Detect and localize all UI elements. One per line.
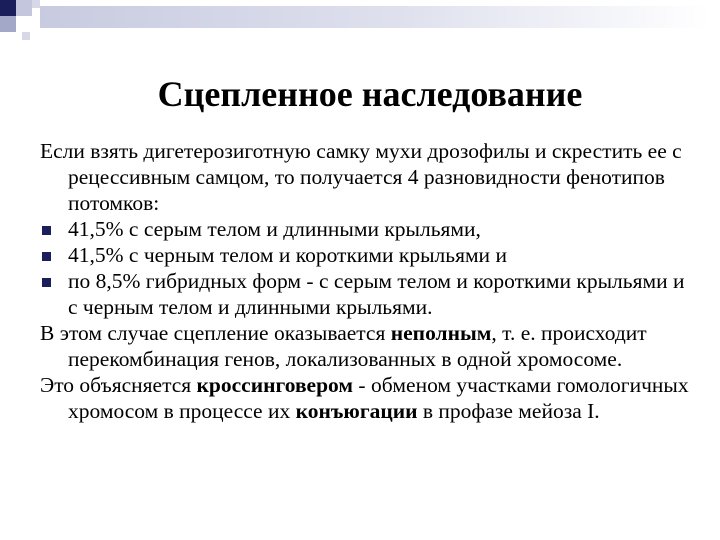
emphasis-term: неполным bbox=[390, 321, 492, 345]
square-bullet-icon bbox=[42, 226, 51, 235]
header-gradient-bar bbox=[40, 6, 710, 28]
paragraph-text: В этом случае сцепление оказывается bbox=[40, 321, 391, 345]
intro-paragraph: Если взять дигетерозиготную самку мухи дрозофилы и скрестить ее с рецессивным самцом, то получается 4 разновидности фенотипов потомков: bbox=[40, 139, 682, 215]
bullet-item bbox=[40, 242, 690, 268]
paragraph-text: - обменом участками гомологичных хромосом в процессе их bbox=[68, 373, 689, 423]
paragraph-text: в профазе мейоза I. bbox=[417, 399, 600, 423]
emphasis-term: кроссинговером bbox=[196, 373, 354, 397]
crossing-over-paragraph bbox=[40, 372, 690, 424]
bullet-text: по 8,5% гибридных форм - с серым телом и короткими крыльями и с черным телом и длинными крыльями. bbox=[68, 269, 685, 319]
corner-square-small bbox=[32, 0, 40, 8]
paragraph-text: Это объясняется bbox=[40, 373, 197, 397]
square-bullet-icon bbox=[42, 252, 51, 261]
incomplete-linkage-paragraph bbox=[40, 320, 690, 372]
square-bullet-icon bbox=[42, 278, 51, 287]
corner-square-mid bbox=[0, 16, 16, 32]
bullet-item bbox=[40, 268, 690, 320]
bullet-text: 41,5% с черным телом и короткими крыльями и bbox=[68, 243, 507, 267]
corner-square-light bbox=[16, 0, 32, 16]
slide-body bbox=[40, 138, 690, 424]
slide-title: Сцепленное наследование bbox=[157, 74, 583, 114]
corner-square-dark bbox=[0, 0, 16, 16]
corner-square-white bbox=[16, 16, 32, 32]
emphasis-term: конъюгации bbox=[295, 399, 418, 423]
corner-square-small-lower bbox=[22, 32, 30, 40]
paragraph-text: , т. е. происходит перекомбинация генов, локализованных в одной хромосоме. bbox=[68, 321, 647, 371]
bullet-item bbox=[40, 216, 690, 242]
bullet-text: 41,5% с серым телом и длинными крыльями, bbox=[68, 217, 481, 241]
